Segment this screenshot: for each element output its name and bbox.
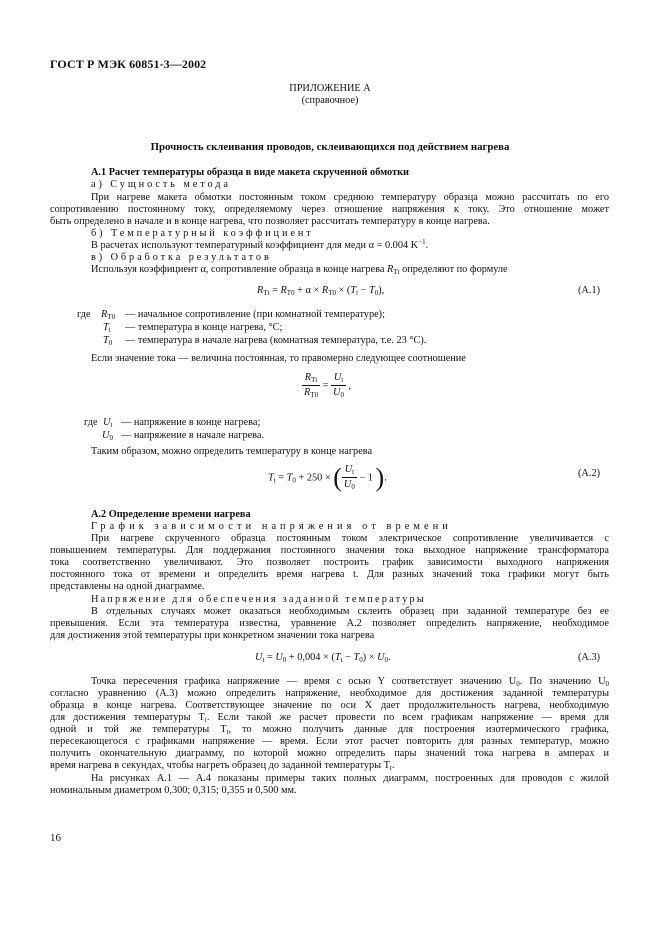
paragraph-line: для достижения температуры $T_t$. Если такой же расчет провести по всем графикам напряжение — время для [50,712,610,724]
appendix-title: ПРИЛОЖЕНИЕ А [289,83,371,94]
equation-a3: $U_t = U_0 + 0,004 \times (T_t - T_0) \times U_0$. [255,652,391,664]
paragraph-line: сопротивлению постоянному току, определяемому через отношение напряжения к току. Это отношение может [50,204,609,215]
definition-text: — температура в конце нагрева, °С; [125,322,283,333]
definition-symbol: $U_0$ [102,430,113,442]
equation-a3-label: (А.3) [578,652,601,663]
paragraph-line: повышением температуры. Для поддержания постоянного значения тока выходное напряжение трансформатора [50,545,609,556]
equation-a2: $T_t = T_0 + 250$ × ( $\frac{U_t}{U_0}$ − 1 ). [268,462,387,492]
equation-ratio: $\frac{R_{Tt}}{R_{T0}}$ = $\frac{U_t}{U_0}$ , [304,372,352,400]
paragraph-line: время нагрева в секундах, чтобы нагреть образец до заданной температуры $T_t$. [50,760,395,772]
paragraph-line: получить окончательную диаграмму, по которой можно определить пары значений тока нагрева в амперах и [50,748,609,759]
paragraph-line: В отдельных случаях может оказаться необходимым склеить образец при заданной температуре без ее [91,606,609,617]
paragraph-line: тока соответственно увеличивают. Это позволяет построить график зависимости выходного напряжения [50,557,609,568]
paragraph-line: быть определено в начале и в конце нагрева, что позволяет рассчитать температуру в конце нагрева. [50,216,490,227]
main-title: Прочность склеивания проводов, склеивающихся под действием нагрева [150,141,510,153]
definition-symbol: $U_t$ [103,417,113,429]
paragraph-line: При нагреве макета обмотки постоянным током среднюю температуру образца можно рассчитать по его [91,192,609,203]
paragraph-line: постоянного тока от времени и определить время нагрева t. Для разных значений тока графики могут быть [50,569,609,580]
standard-code: ГОСТ Р МЭК 60851-3—2002 [50,57,207,71]
subsection-a-heading: а) Сущность метода [91,179,231,190]
paragraph-line: для достижения этой температуры при конкретном значении тока нагрева [50,630,375,641]
equation-a1-label: (А.1) [578,285,601,296]
section-a1-heading: А.1 Расчет температуры образца в виде макета скрученной обмотки [91,167,409,178]
paragraph-line: образца в конце нагрева. Соответствующее значение по оси X дает продолжительность нагрева, необходимую [50,700,609,711]
voltage-subheading: Напряжение для обеспечения заданной температуры [91,594,427,605]
paragraph-line: При нагреве скрученного образца постоянным током электрическое сопротивление увеличивается с [91,533,609,544]
section-a2-heading: А.2 Определение времени нагрева [91,509,251,520]
paragraph-line: На рисунках А.1 — А.4 показаны примеры таких полных диаграмм, построенных для проводов с жилой [91,773,609,784]
definition-text: — начальное сопротивление (при комнатной температуре); [125,309,385,320]
paragraph-line: представлены на одной диаграмме. [50,581,205,592]
subsection-b-heading: б) Температурный коэффициент [91,228,314,239]
paragraph-line: номинальным диаметром 0,300; 0,315; 0,355 и 0,500 мм. [50,785,297,796]
paragraph-line: Если значение тока — величина постоянная, то правомерно следующее соотношение [91,353,466,364]
where-label: где [84,417,98,428]
equation-a2-label: (А.2) [578,468,601,479]
definition-text: — напряжение в конце нагрева; [121,417,261,428]
paragraph-line: согласно уравнению (А.3) можно определить напряжение, необходимое для достижения заданной температуры [50,688,609,699]
paragraph-line: Точка пересечения графика напряжение — время с осью Y соответствует значению $U_0$. По значению $U_0$ [91,676,610,688]
definition-symbol: $R_{T0}$ [101,309,116,321]
definition-symbol: $T_0$ [103,335,113,347]
paragraph-line: Таким образом, можно определить температуру в конце нагрева [91,446,373,457]
definition-symbol: $T_t$ [103,322,111,334]
paragraph-line: пересекающегося с графиками напряжение — время. Если этот расчет повторить для разных температур, можно [50,736,609,747]
definition-text: — напряжение в начале нагрева. [121,430,265,441]
paragraph-line: одной и той же температуры $T_t$, то можно получить данные для построения изотермического графика, [50,724,610,736]
paragraph-line: Используя коэффициент α, сопротивление образца в конце нагрева $R_{Tt}$ определяют по формуле [91,264,508,276]
equation-a1: $R_{Tt} = R_{T0} + \alpha \times R_{T0} \times (T_t - T_0)$, [257,285,385,297]
definition-text: — температура в начале нагрева (комнатная температура, т.е. 23 °С). [125,335,427,346]
appendix-subtitle: (справочное) [301,95,359,106]
page-number: 16 [50,832,61,844]
where-label: где [77,309,91,320]
paragraph-line: В расчетах используют температурный коэффициент для меди α = 0.004 $K^{-1}$. [91,238,429,251]
paragraph-line: превышения. Если эта температура известна, уравнение А.2 позволяет определить напряжение, необходимое [50,618,609,629]
graph-subheading: График зависимости напряжения от времени [91,521,452,532]
subsection-c-heading: в) Обработка результатов [91,252,272,263]
